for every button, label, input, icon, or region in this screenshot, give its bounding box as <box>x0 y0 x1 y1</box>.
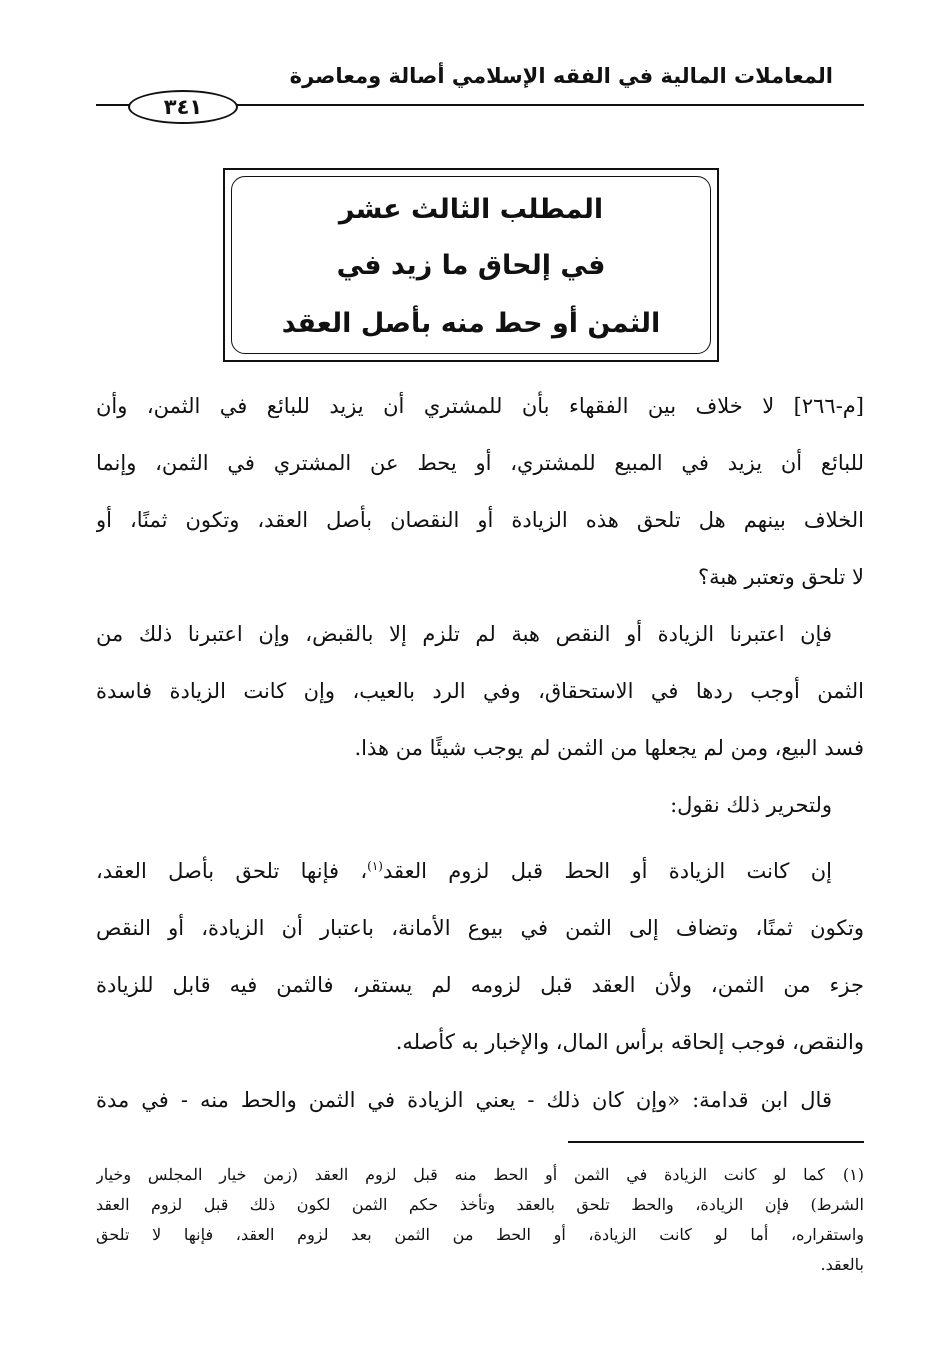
footnote-line: الشرط) فإن الزيادة، والحط تلحق بالعقد وتأخذ حكم الثمن لكون ذلك قبل لزوم العقد <box>96 1195 864 1214</box>
paragraph-line: فإن اعتبرنا الزيادة أو النقص هبة لم تلزم إلا بالقبض، وإن اعتبرنا ذلك من <box>96 622 832 646</box>
paragraph-line: ولتحرير ذلك نقول: <box>670 793 832 817</box>
footnote-reference[interactable]: (١) <box>367 859 383 873</box>
paragraph-line: جزء من الثمن، ولأن العقد قبل لزومه لم يستقر، فالثمن فيه قابل للزيادة <box>96 973 864 997</box>
footnote-marker: (١) <box>842 1165 864 1184</box>
paragraph-1 <box>96 378 864 606</box>
section-title-line-1: المطلب الثالث عشر <box>338 194 604 225</box>
paragraph-line: لا تلحق وتعتبر هبة؟ <box>697 565 864 589</box>
paragraph-line: وتكون ثمنًا، وتضاف إلى الثمن في بيوع الأمانة، باعتبار أن الزيادة، أو النقص <box>96 916 864 940</box>
paragraph-line: والنقص، فوجب إلحاقه برأس المال، والإخبار به كأصله. <box>395 1030 864 1054</box>
section-title-line-3: الثمن أو حط منه بأصل العقد <box>281 308 661 339</box>
paragraph-line: قال ابن قدامة: «وإن كان ذلك - يعني الزيادة في الثمن والحط منه - في مدة <box>96 1088 832 1112</box>
footnote-separator <box>568 1141 864 1143</box>
paragraph-text: إن كانت الزيادة أو الحط قبل لزوم العقد <box>382 859 832 883</box>
footnote-line: واستقراره، أما لو كانت الزيادة، أو الحط من الثمن بعد لزوم العقد، فإنها لا تلحق <box>96 1225 864 1244</box>
paragraph-line <box>96 843 864 900</box>
paragraph-3 <box>96 777 864 834</box>
paragraph-line: [م-٢٦٦] لا خلاف بين الفقهاء بأن للمشتري أن يزيد للبائع في الثمن، وأن <box>96 394 864 418</box>
running-header-title: المعاملات المالية في الفقه الإسلامي أصالة ومعاصرة <box>289 64 833 88</box>
paragraph-line: الخلاف بينهم هل تلحق هذه الزيادة أو النقصان بأصل العقد، وتكون ثمنًا، أو <box>96 508 864 532</box>
paragraph-text: ، فإنها تلحق بأصل العقد، <box>96 859 368 883</box>
footnote <box>96 1160 864 1280</box>
page-number: ٣٤١ <box>128 90 238 124</box>
paragraph-2 <box>96 606 864 777</box>
section-title-box <box>223 168 719 362</box>
footnote-text: كما لو كانت الزيادة في الثمن أو الحط منه قبل لزوم العقد (زمن خيار المجلس وخيار <box>96 1165 825 1184</box>
footnote-line <box>96 1160 864 1190</box>
section-title-line-2: في إلحاق ما زيد في <box>336 250 606 281</box>
paragraph-4 <box>96 843 864 1071</box>
paragraph-5 <box>96 1072 864 1129</box>
paragraph-line: فسد البيع، ومن لم يجعلها من الثمن لم يوجب شيئًا من هذا. <box>354 736 864 760</box>
paragraph-line: الثمن أوجب ردها في الاستحقاق، وفي الرد بالعيب، وإن كانت الزيادة فاسدة <box>96 679 864 703</box>
paragraph-line: للبائع أن يزيد في المبيع للمشتري، أو يحط عن المشتري في الثمن، وإنما <box>96 451 864 475</box>
footnote-line: بالعقد. <box>820 1255 864 1274</box>
